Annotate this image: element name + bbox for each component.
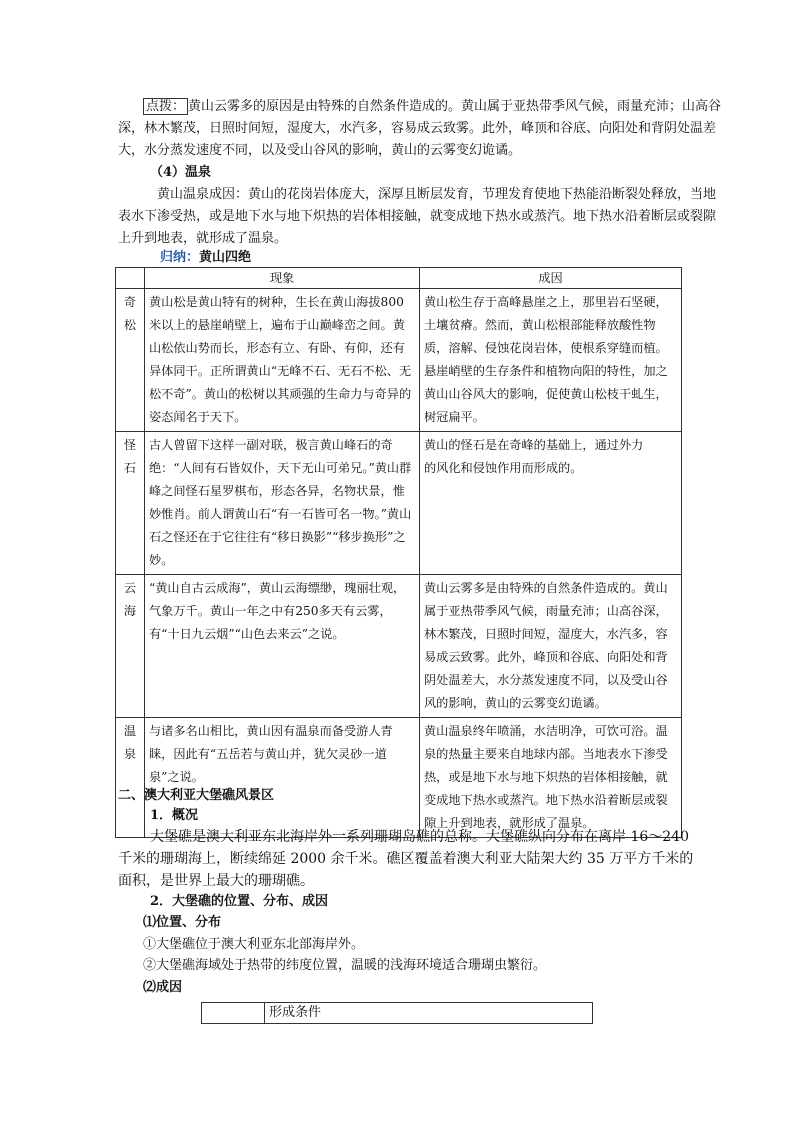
row-cause: 黄山松生存于高峰悬崖之上，那里岩石坚硬，土壤贫瘠。然而，黄山松根部能释放酸性物质，溶解、侵蚀花岗岩体，使根系穿缝而植。悬崖峭壁的生存条件和植物向阳的特性，加之黄山山谷风大的影响，促使黄山松枝干虬生，树冠扁平。: [420, 289, 682, 432]
table-header-row: [116, 268, 682, 289]
row-phenomenon: “黄山自古云成海”，黄山云海缥缈，瑰丽壮观，气象万千。黄山一年之中有250多天有云雾，有“十日九云烟”“山色去来云”之说。: [145, 575, 420, 718]
section-2-sub-2: 2．大堡礁的位置、分布、成因: [150, 894, 329, 909]
intro-line-3: 大，水分蒸发速度不同，以及受山谷风的影响，黄山的云雾变幻诡谲。: [118, 143, 522, 158]
intro-line-2: 深，林木繁茂，日照时间短，湿度大，水汽多，容易成云致雾。此外，峰顶和谷底、向阳处和背阴处温差: [118, 121, 717, 136]
intro-label: 点拨：: [143, 98, 188, 115]
hot-springs-line-2: 表水下渗受热，或是地下水与地下炽热的岩体相接触，就变成地下热水或蒸汽。地下热水沿着断层或裂隙: [118, 209, 717, 224]
section-2-para-line-3: 面积，是世界上最大的珊瑚礁。: [118, 873, 314, 889]
section-2-sub-2a: ⑴位置、分布: [143, 915, 222, 930]
row-phenomenon: 与诸多名山相比，黄山因有温泉而备受游人青睐，因此有“五岳若与黄山并，犹欠灵砂一道泉”之说。: [145, 718, 420, 838]
row-category: 奇 松: [116, 289, 145, 432]
header-phenomenon: 现象: [145, 268, 420, 289]
summary-label: 归纳：: [160, 250, 200, 265]
formation-table-header-row: [202, 1003, 593, 1024]
table-row-rock: [116, 432, 682, 575]
row-cause: 黄山云雾多是由特殊的自然条件造成的。黄山属于亚热带季风气候，雨量充沛；山高谷深，林木繁茂，日照时间短，湿度大，水汽多，容易成云致雾。此外，峰顶和谷底、向阳处和背阴处温差大，水分蒸发速度不同，以及受山谷风的影响，黄山的云雾变幻诡谲。: [420, 575, 682, 718]
formation-header-empty: [202, 1003, 265, 1024]
section-2-heading: 二、澳大利亚大堡礁风景区: [118, 788, 275, 803]
formation-conditions-table: [201, 1002, 593, 1024]
hot-springs-line-1: 黄山温泉成因：黄山的花岗岩体庞大，深厚且断层发育，节理发育使地下热能沿断裂处释放，当地: [157, 187, 717, 202]
summary-heading: [160, 248, 251, 268]
section-2-item-1: ①大堡礁位于澳大利亚东北部海岸外。: [143, 937, 365, 952]
row-category: 温 泉: [116, 718, 145, 838]
header-cause: 成因: [420, 268, 682, 289]
hot-springs-heading: （4）温泉: [150, 165, 212, 180]
hot-springs-line-3: 上升到地表，就形成了温泉。: [118, 231, 288, 246]
section-2-item-2: ②大堡礁海域处于热带的纬度位置，温暖的浅海环境适合珊瑚虫繁衍。: [143, 958, 547, 973]
section-2-para-line-1: 大堡礁是澳大利亚东北海岸外一系列珊瑚岛礁的总称。大堡礁纵向分布在离岸 16～240: [150, 829, 689, 845]
row-category: 怪 石: [116, 432, 145, 575]
row-category: 云 海: [116, 575, 145, 718]
row-cause: 黄山温泉终年喷涌，水洁明净，可饮可浴。温泉的热量主要来自地球内部。当地表水下渗受热，或是地下水与地下炽热的岩体相接触，就变成地下热水或蒸汽。地下热水沿着断层或裂隙上升到地表，就形成了温泉。: [420, 718, 682, 838]
intro-line-1: 点拨： 黄山云雾多的原因是由特殊的自然条件造成的。黄山属于亚热带季风气候，雨量充沛；山高谷: [143, 97, 721, 117]
summary-title: 黄山四绝: [199, 250, 252, 265]
section-2-sub-1: 1．概况: [150, 808, 199, 823]
formation-header-conditions: 形成条件: [265, 1003, 593, 1024]
header-empty: [116, 268, 145, 289]
four-wonders-table: [115, 267, 682, 838]
row-phenomenon: 古人曾留下这样一副对联，极言黄山峰石的奇绝：“人间有石皆奴仆，天下无山可弟兄。”黄山群峰之间怪石星罗棋布，形态各异，名物状景，惟妙惟肖。前人谓黄山石“有一石皆可名一物。”黄山石之怪还在于它往往有“移日换影”“移步换形”之妙。: [145, 432, 420, 575]
table-row-hot-spring: [116, 718, 682, 838]
table-row-pine: [116, 289, 682, 432]
section-2-sub-2b: ⑵成因: [143, 980, 183, 995]
row-cause: 黄山的怪石是在奇峰的基础上，通过外力 的风化和侵蚀作用而形成的。: [420, 432, 682, 575]
section-2-para-line-2: 千米的珊瑚海上，断续绵延 2000 余千米。礁区覆盖着澳大利亚大陆架大约 35 万平方千米的: [118, 851, 694, 867]
row-phenomenon: 黄山松是黄山特有的树种，生长在黄山海拔800米以上的悬崖峭壁上，遍布于山巅峰峦之间。黄山松依山势而长，形态有立、有卧、有仰，还有异体同干。正所谓黄山“无峰不石、无石不松、无松不奇”。黄山的松树以其顽强的生命力与奇异的姿态闻名于天下。: [145, 289, 420, 432]
table-row-sea-of-clouds: [116, 575, 682, 718]
